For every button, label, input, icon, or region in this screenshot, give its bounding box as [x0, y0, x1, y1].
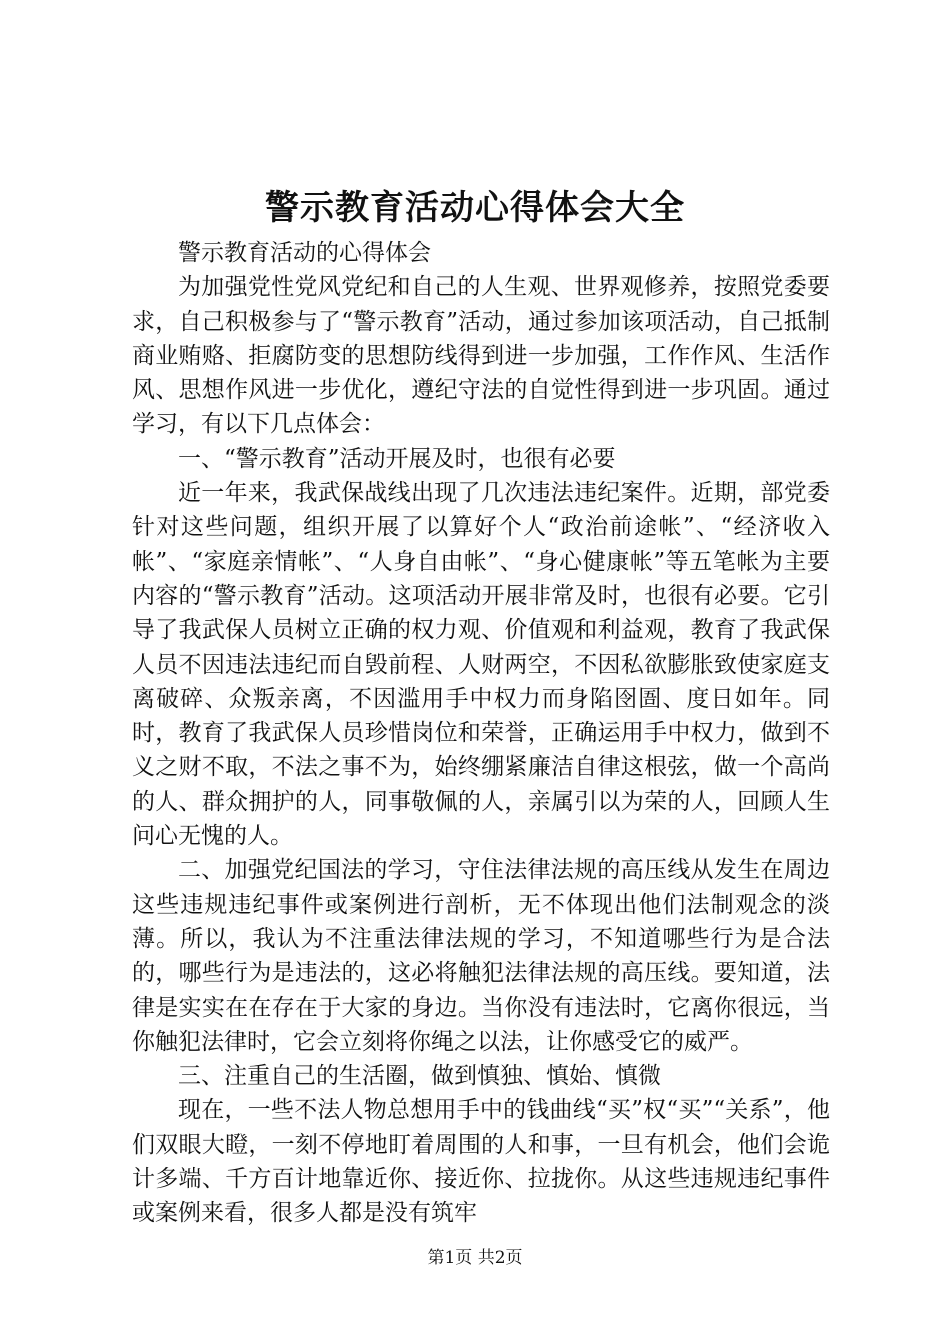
section-heading-3: 三、注重自己的生活圈，做到慎独、慎始、慎微: [178, 1063, 661, 1090]
body-paragraph-3: 现在，一些不法人物总想用手中的钱曲线“买”权“买”“关系”，他们双眼大瞪，一刻不停地盯着周围的人和事，一旦有机会，他们会诡计多端、千方百计地靠近你、接近你、拉拢你。从这些违规违纪事件或案例来看，很多人都是没有筑牢: [132, 1097, 830, 1227]
subtitle-paragraph: 警示教育活动的心得体会: [178, 240, 431, 266]
body-paragraph-1: 近一年来，我武保战线出现了几次违法违纪案件。近期，部党委针对这些问题，组织开展了以算好个人“政治前途帐”、“经济收入帐”、“家庭亲情帐”、“人身自由帐”、“身心健康帐”等五笔帐为主要内容的“警示教育”活动。这项活动开展非常及时，也很有必要。它引导了我武保人员树立正确的权力观、价值观和利益观，教育了我武保人员不因违法违纪而自毁前程、人财两空，不因私欲膨胀致使家庭支离破碎、众叛亲离，不因滥用手中权力而身陷囹圄、度日如年。同时，教育了我武保人员珍惜岗位和荣誉，正确运用手中权力，做到不义之财不取，不法之事不为，始终绷紧廉洁自律这根弦，做一个高尚的人、群众拥护的人，同事敬佩的人，亲属引以为荣的人，回顾人生问心无愧的人。: [132, 480, 830, 850]
intro-paragraph: 为加强党性党风党纪和自己的人生观、世界观修养，按照党委要求，自己积极参与了“警示教育”活动，通过参加该项活动，自己抵制商业贿赂、拒腐防变的思想防线得到进一步加强，工作作风、生活作风、思想作风进一步优化，遵纪守法的自觉性得到进一步巩固。通过学习，有以下几点体会：: [132, 274, 830, 438]
section-paragraph-2: 二、加强党纪国法的学习，守住法律法规的高压线从发生在周边这些违规违纪事件或案例进行剖析，无不体现出他们法制观念的淡薄。所以，我认为不注重法律法规的学习，不知道哪些行为是合法的，哪些行为是违法的，这必将触犯法律法规的高压线。要知道，法律是实实在在存在于大家的身边。当你没有违法时，它离你很远，当你触犯法律时，它会立刻将你绳之以法，让你感受它的威严。: [132, 857, 830, 1055]
section-heading-1: 一、“警示教育”活动开展及时，也很有必要: [178, 445, 616, 472]
document-body: [132, 236, 830, 1231]
page-footer: 第1页 共2页: [427, 1248, 523, 1268]
document-title: 警示教育活动心得体会大全: [265, 188, 685, 228]
